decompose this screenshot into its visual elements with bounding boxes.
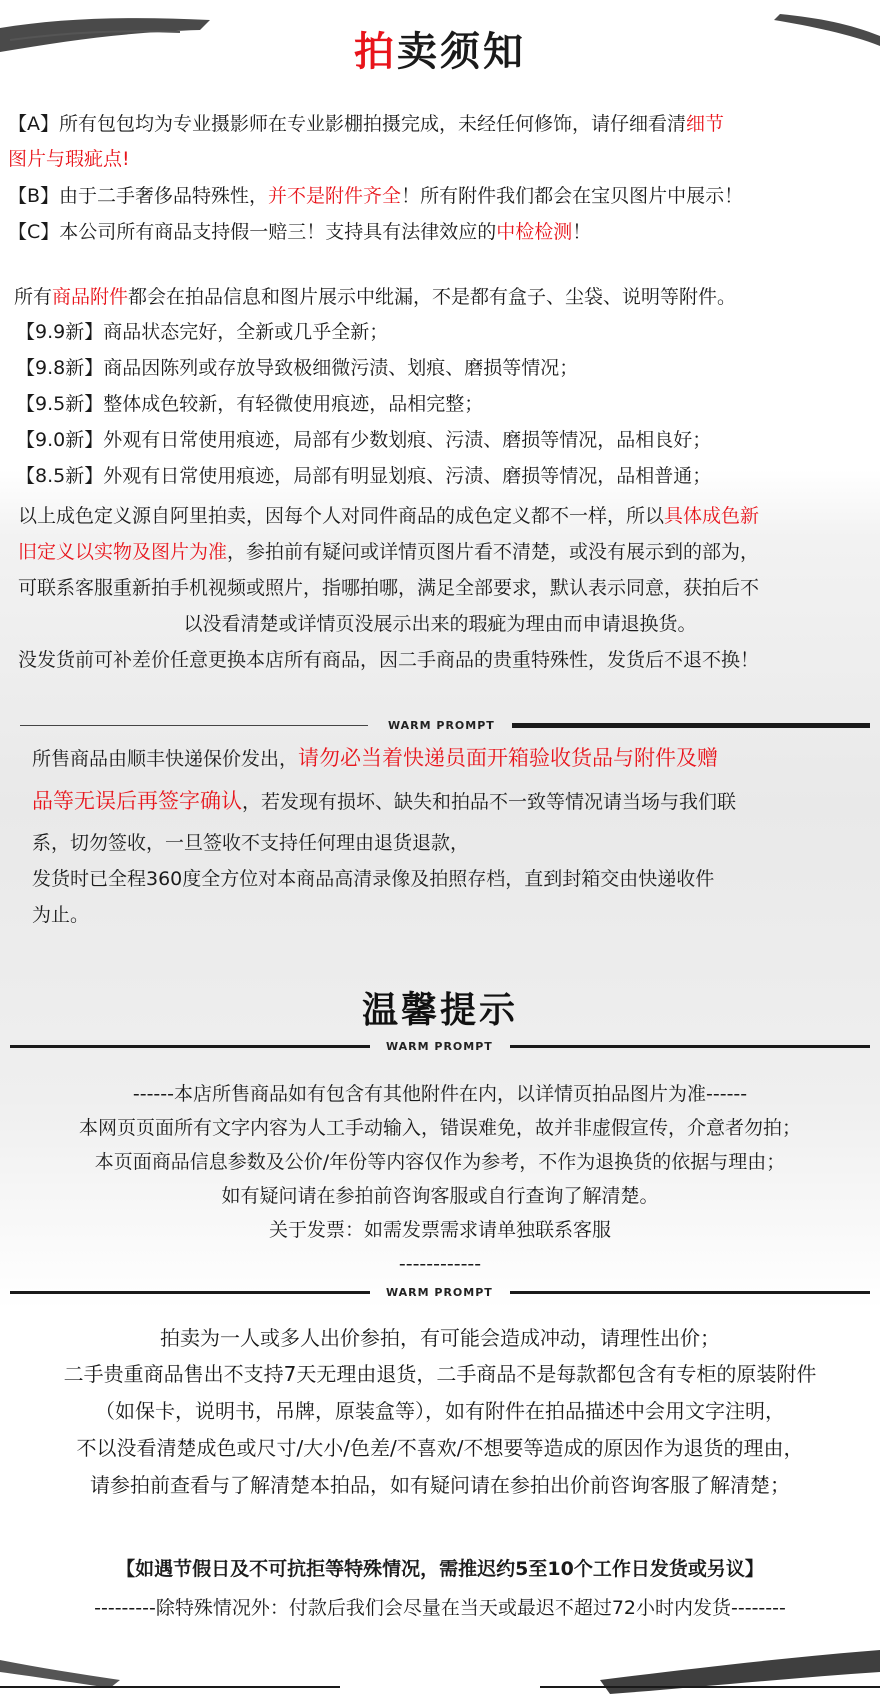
- final-line: 不以没看清楚成色或尺寸/大小/色差/不喜欢/不想要等造成的原因作为退货的理由，: [76, 1436, 804, 1460]
- bottom-divider-right: [540, 1686, 880, 1688]
- warm-line: 本网页页面所有文字内容为人工手动输入，错误难免，故并非虚假宣传，介意者勿拍；: [78, 1117, 801, 1139]
- brush-stroke-bottom-right: [600, 1640, 880, 1700]
- grades-intro: 所有商品附件都会在拍品信息和图片展示中纰漏，不是都有盒子、尘袋、说明等附件。: [14, 286, 737, 308]
- title-accent: 拍: [354, 29, 397, 75]
- holiday-notice: 【如遇节假日及不可抗拒等特殊情况，需推迟约5至10个工作日发货或另议】: [116, 1558, 764, 1580]
- warm-prompt-divider-1: WARM PROMPT: [20, 717, 870, 735]
- notice-b: 【B】由于二手奢侈品特殊性，并不是附件齐全！所有附件我们都会在宝贝图片中展示！: [8, 185, 744, 207]
- final-line: 二手贵重商品售出不支持7天无理由退货，二手商品不是每款都包含有专柜的原装附件: [63, 1362, 817, 1386]
- shipping-line3: 系，切勿签收，一旦签收不支持任何理由退货退款，: [32, 832, 470, 854]
- grade-definition-line3: 可联系客服重新拍手机视频或照片，指哪拍哪，满足全部要求，默认表示同意，获拍后不: [18, 577, 760, 599]
- grade-definition-line4: 以没看清楚或详情页没展示出来的瑕疵为理由而申请退换货。: [183, 613, 697, 635]
- warm-prompt-title: 温馨提示: [361, 990, 518, 1031]
- grade-item: 【9.5新】整体成色较新，有轻微使用痕迹，品相完整；: [16, 393, 484, 415]
- grade-item: 【8.5新】外观有日常使用痕迹，局部有明显划痕、污渍、磨损等情况，品相普通；: [16, 465, 712, 487]
- warm-prompt-divider-2: WARM PROMPT: [0, 1038, 880, 1056]
- notice-a-line1: 【A】所有包包均为专业摄影师在专业影棚拍摄完成，未经任何修饰，请仔细看清细节: [8, 113, 725, 135]
- grade-item: 【9.9新】商品状态完好，全新或几乎全新；: [16, 321, 389, 343]
- notice-a-line2: 图片与瑕疵点!: [8, 148, 130, 170]
- grade-item: 【9.8新】商品因陈列或存放导致极细微污渍、划痕、磨损等情况；: [16, 357, 579, 379]
- final-line: （如保卡，说明书，吊牌，原装盒等），如有附件在拍品描述中会用文字注明，: [95, 1399, 785, 1423]
- auction-notice-title: [0, 26, 880, 78]
- shipping-line5: 为止。: [32, 904, 90, 926]
- bottom-divider-left: [0, 1686, 340, 1688]
- final-line: 请参拍前查看与了解清楚本拍品，如有疑问请在参拍出价前咨询客服了解清楚；: [90, 1473, 790, 1497]
- final-line: 拍卖为一人或多人出价参拍，有可能会造成冲动，请理性出价；: [160, 1326, 720, 1350]
- warm-prompt-divider-3: WARM PROMPT: [0, 1284, 880, 1302]
- warm-line: 本页面商品信息参数及公价/年份等内容仅作为参考，不作为退换货的依据与理由；: [94, 1151, 786, 1173]
- brush-stroke-bottom-left: [0, 1650, 120, 1690]
- warm-line: 如有疑问请在参拍前咨询客服或自行查询了解清楚。: [221, 1185, 659, 1207]
- warm-line: ------本店所售商品如有包含有其他附件在内，以详情页拍品图片为准------: [132, 1083, 748, 1105]
- shipping-line2: 品等无误后再签字确认，若发现有损坏、缺失和拍品不一致等情况请当场与我们联: [32, 789, 737, 813]
- warm-line: 关于发票：如需发票需求请单独联系客服: [268, 1219, 611, 1241]
- grade-definition-line1: 以上成色定义源自阿里拍卖，因每个人对同件商品的成色定义都不一样，所以具体成色新: [18, 505, 760, 527]
- shipping-line4: 发货时已全程360度全方位对本商品高清录像及拍照存档，直到封箱交由快递收件: [32, 868, 715, 890]
- notice-c: 【C】本公司所有商品支持假一赔三！支持具有法律效应的中检检测！: [8, 221, 592, 243]
- grade-definition-line5: 没发货前可补差价任意更换本店所有商品，因二手商品的贵重特殊性，发货后不退不换！: [18, 649, 760, 671]
- warm-line: ------------: [398, 1253, 482, 1275]
- shipping-line1: 所售商品由顺丰快递保价发出，请勿必当着快递员面开箱验收货品与附件及赠: [32, 746, 719, 770]
- delivery-notice: ---------除特殊情况外：付款后我们会尽量在当天或最迟不超过72小时内发货--------: [94, 1597, 786, 1619]
- title-rest: 卖须知: [397, 29, 526, 75]
- grade-definition-line2: 旧定义以实物及图片为准，参拍前有疑问或详情页图片看不清楚，或没有展示到的部为，: [18, 541, 760, 563]
- grade-item: 【9.0新】外观有日常使用痕迹，局部有少数划痕、污渍、磨损等情况，品相良好；: [16, 429, 712, 451]
